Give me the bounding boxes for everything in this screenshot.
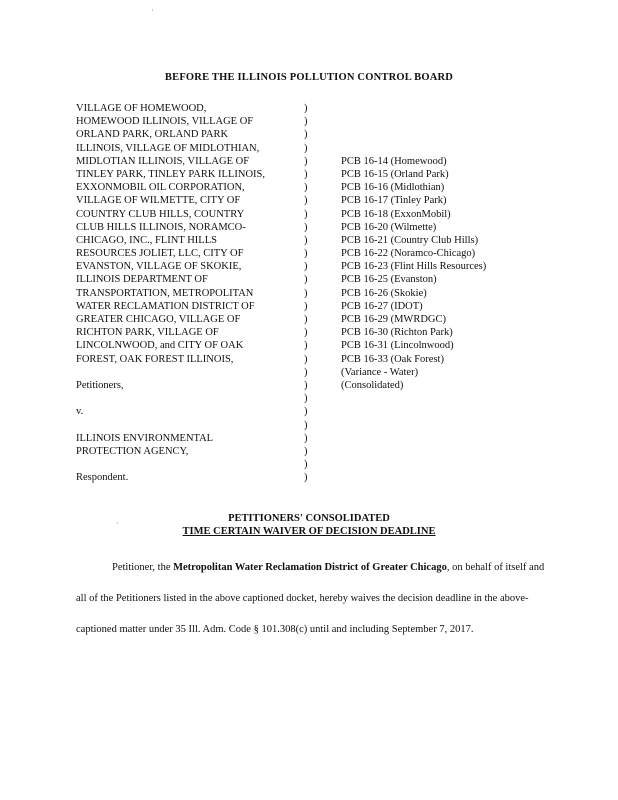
caption-row [76, 273, 556, 286]
caption-row [76, 419, 556, 432]
title-line-1: PETITIONERS' CONSOLIDATED [228, 513, 390, 524]
caption-row [76, 366, 556, 379]
caption-party: LINCOLNWOOD, and CITY OF OAK [76, 340, 244, 352]
caption-party: EXXONMOBIL OIL CORPORATION, [76, 182, 245, 194]
caption-row [76, 445, 556, 458]
caption-paren: ) [304, 406, 308, 418]
caption-paren: ) [304, 155, 308, 167]
waiver-paragraph [76, 552, 552, 645]
caption-party: v. [76, 406, 84, 418]
caption-paren: ) [304, 459, 308, 471]
caption-party: FOREST, OAK FOREST ILLINOIS, [76, 353, 234, 365]
caption-docket: PCB 16-14 (Homewood) [341, 155, 447, 167]
caption-docket: (Variance - Water) [341, 366, 419, 378]
caption-docket: PCB 16-29 (MWRDGC) [341, 314, 447, 325]
caption-docket: PCB 16-17 (Tinley Park) [341, 195, 447, 207]
caption-row [76, 326, 556, 339]
caption-party: TINLEY PARK, TINLEY PARK ILLINOIS, [76, 168, 265, 180]
caption-party: VILLAGE OF HOMEWOOD, [76, 103, 207, 114]
caption-party: CHICAGO, INC., FLINT HILLS [76, 234, 217, 246]
stray-mark: · [116, 519, 119, 528]
caption-row [76, 458, 556, 471]
caption-paren: ) [304, 314, 308, 325]
caption-paren: ) [304, 208, 308, 220]
caption-row [76, 313, 556, 326]
body-lead: Petitioner, the [112, 562, 171, 573]
title-line-2: TIME CERTAIN WAIVER OF DECISION DEADLINE [182, 526, 436, 537]
caption-paren: ) [304, 221, 308, 233]
caption-row [76, 221, 556, 234]
caption-paren: ) [304, 353, 308, 365]
caption-row [76, 155, 556, 168]
caption-row [76, 168, 556, 181]
caption-paren: ) [304, 419, 308, 431]
caption-party: GREATER CHICAGO, VILLAGE OF [76, 314, 241, 325]
caption-party: ILLINOIS DEPARTMENT OF [76, 274, 208, 286]
caption-row [76, 247, 556, 260]
caption-paren: ) [304, 366, 308, 378]
caption-row [76, 432, 556, 445]
caption-docket: PCB 16-22 (Noramco-Chicago) [341, 248, 476, 260]
caption-row [76, 142, 556, 155]
caption-row [76, 102, 556, 115]
caption-row [76, 353, 556, 366]
caption-paren: ) [304, 168, 308, 180]
caption-docket: (Consolidated) [341, 379, 404, 391]
caption-paren: ) [304, 261, 308, 273]
caption-paren: ) [304, 234, 308, 246]
caption-paren: ) [304, 287, 308, 299]
caption-party: Respondent. [76, 472, 129, 484]
caption-row [76, 128, 556, 141]
caption-party: WATER RECLAMATION DISTRICT OF [76, 300, 255, 312]
caption-docket: PCB 16-20 (Wilmette) [341, 221, 437, 233]
caption-docket: PCB 16-25 (Evanston) [341, 274, 437, 286]
caption-party: COUNTRY CLUB HILLS, COUNTRY [76, 208, 245, 220]
caption-docket: PCB 16-30 (Richton Park) [341, 327, 453, 339]
caption-row [76, 287, 556, 300]
caption-row [76, 471, 556, 484]
caption-party: HOMEWOOD ILLINOIS, VILLAGE OF [76, 116, 254, 128]
caption-row [76, 405, 556, 418]
caption-party: EVANSTON, VILLAGE OF SKOKIE, [76, 261, 242, 273]
caption-party: VILLAGE OF WILMETTE, CITY OF [76, 195, 241, 207]
caption-party: RESOURCES JOLIET, LLC, CITY OF [76, 248, 244, 260]
caption-party: ORLAND PARK, ORLAND PARK [76, 129, 229, 141]
caption-paren: ) [304, 379, 308, 391]
caption-paren: ) [304, 274, 308, 286]
caption-row [76, 194, 556, 207]
caption-paren: ) [304, 472, 308, 484]
caption-paren: ) [304, 103, 308, 114]
caption-party: CLUB HILLS ILLINOIS, NORAMCO- [76, 221, 246, 233]
caption-paren: ) [304, 129, 308, 141]
caption-row [76, 392, 556, 405]
body-rest: , on behalf of itself and all of the Petitioners listed in the above captioned docket, hereby waives the decision deadline in the above-captioned matter under 35 Ill. Adm. Code § 101.308(c) until and including September 7, 2017. [76, 562, 545, 635]
caption-paren: ) [304, 142, 308, 154]
caption-party: TRANSPORTATION, METROPOLITAN [76, 287, 254, 299]
caption-docket: PCB 16-26 (Skokie) [341, 287, 427, 299]
caption-row [76, 115, 556, 128]
caption-row [76, 300, 556, 313]
case-caption [76, 102, 556, 484]
caption-paren: ) [304, 116, 308, 128]
caption-party: ILLINOIS, VILLAGE OF MIDLOTHIAN, [76, 142, 260, 154]
caption-party: ILLINOIS ENVIRONMENTAL [76, 432, 214, 444]
caption-docket: PCB 16-18 (ExxonMobil) [341, 208, 451, 220]
caption-paren: ) [304, 432, 308, 444]
caption-row [76, 339, 556, 352]
caption-party: PROTECTION AGENCY, [76, 445, 189, 457]
caption-paren: ) [304, 445, 308, 457]
caption-docket: PCB 16-33 (Oak Forest) [341, 353, 444, 365]
caption-docket: PCB 16-16 (Midlothian) [341, 182, 445, 194]
caption-docket: PCB 16-23 (Flint Hills Resources) [341, 261, 487, 273]
caption-party: MIDLOTIAN ILLINOIS, VILLAGE OF [76, 155, 250, 167]
caption-row [76, 181, 556, 194]
caption-docket: PCB 16-15 (Orland Park) [341, 168, 449, 180]
caption-docket: PCB 16-31 (Lincolnwood) [341, 340, 454, 352]
board-heading: BEFORE THE ILLINOIS POLLUTION CONTROL BOARD [164, 72, 454, 83]
body-district-name: Metropolitan Water Reclamation District of Greater Chicago [173, 562, 447, 573]
caption-docket: PCB 16-27 (IDOT) [341, 300, 423, 312]
caption-party: Petitioners, [76, 379, 124, 391]
caption-paren: ) [304, 195, 308, 207]
document-title [0, 512, 618, 538]
caption-row [76, 208, 556, 221]
caption-paren: ) [304, 300, 308, 312]
stray-mark: · [151, 6, 154, 15]
caption-paren: ) [304, 327, 308, 339]
caption-docket: PCB 16-21 (Country Club Hills) [341, 234, 479, 246]
caption-row [76, 260, 556, 273]
caption-paren: ) [304, 340, 308, 352]
caption-paren: ) [304, 182, 308, 194]
caption-party: RICHTON PARK, VILLAGE OF [76, 327, 219, 339]
caption-row [76, 379, 556, 392]
caption-paren: ) [304, 393, 308, 405]
caption-row [76, 234, 556, 247]
caption-paren: ) [304, 248, 308, 260]
